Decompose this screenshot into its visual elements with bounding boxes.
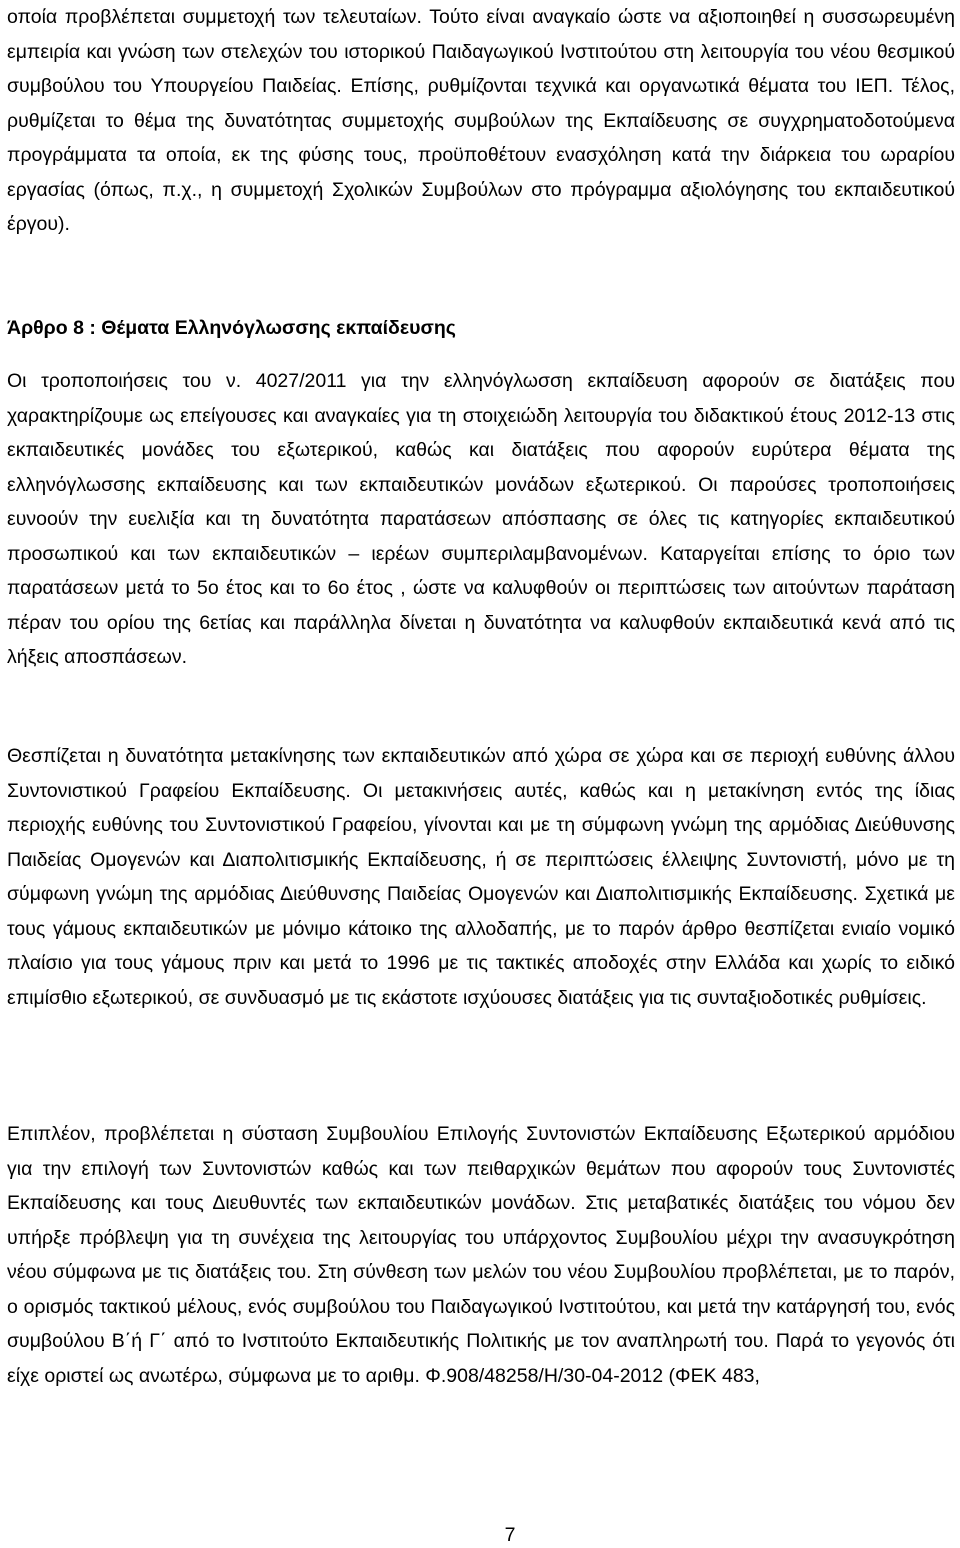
paragraph-greek-education-amendments: Οι τροποποιήσεις του ν. 4027/2011 για την ελληνόγλωσση εκπαίδευση αφορούν σε διατάξεις που χαρακτηρίζουμε ως επείγουσες και αναγκαίες για τη στοιχειώδη λειτουργία του διδακτικού έτους 2012-13 στις εκπαιδευτικές μονάδες του εξωτερικού, καθώς και διατάξεις που αφορούν ευρύτερα θέματα της ελληνόγλωσσης εκπαίδευσης και των εκπαιδευτικών μονάδων εξωτερικού. Οι παρούσες τροποποιήσεις ευνοούν την ευελιξία και τη δυνατότητα παρατάσεων απόσπασης σε όλες τις κατηγορίες εκπαιδευτικού προσωπικού και των εκπαιδευτικών – ιερέων συμπεριλαμβανομένων. Καταργείται επίσης το όριο των παρατάσεων μετά το 5ο έτος και το 6ο έτος , ώστε να καλυφθούν οι περιπτώσεις των αιτούντων παράταση πέραν του ορίου της 6ετίας και παράλληλα δίνεται η δυνατότητα να καλυφθούν εκπαιδευτικά κενά από τις λήξεις αποσπάσεων. xyxy=(7,370,955,668)
article-8-heading: Άρθρο 8 : Θέματα Ελληνόγλωσσης εκπαίδευσης xyxy=(7,317,456,339)
page-number: 7 xyxy=(504,1524,516,1546)
paragraph-coordinator-council: Επιπλέον, προβλέπεται η σύσταση Συμβουλίου Επιλογής Συντονιστών Εκπαίδευσης Εξωτερικού αρμόδιου για την επιλογή των Συντονιστών καθώς και των πειθαρχικών θεμάτων που αφορούν τους Συντονιστές Εκπαίδευσης και τους Διευθυντές των εκπαιδευτικών μονάδων. Στις μεταβατικές διατάξεις του νόμου δεν υπήρξε πρόβλεψη για τη συνέχεια της λειτουργίας του υπάρχοντος Συμβουλίου μέχρι την ανασυγκρότηση νέου σύμφωνα με τις διατάξεις του. Στη σύνθεση των μελών του νέου Συμβουλίου προβλέπεται, με το παρόν, ο ορισμός τακτικού μέλους, ενός συμβούλου του Παιδαγωγικού Ινστιτούτου, και μετά την κατάργησή του, ενός συμβούλου Β΄ή Γ΄ από το Ινστιτούτο Εκπαιδευτικής Πολιτικής με τον αναπληρωτή του. Παρά το γεγονός ότι είχε οριστεί ως ανωτέρω, σύμφωνα με το αριθμ. Φ.908/48258/Η/30-04-2012 (ΦΕΚ 483, xyxy=(7,1123,955,1387)
paragraph-teacher-transfers: Θεσπίζεται η δυνατότητα μετακίνησης των εκπαιδευτικών από χώρα σε χώρα και σε περιοχή ευθύνης άλλου Συντονιστικού Γραφείου Εκπαίδευσης. Οι μετακινήσεις αυτές, καθώς και η μετακίνηση εντός της ίδιας περιοχής ευθύνης του Συντονιστικού Γραφείου, γίνονται και με τη σύμφωνη γνώμη της αρμόδιας Διεύθυνσης Παιδείας Ομογενών και Διαπολιτισμικής Εκπαίδευσης, ή σε περιπτώσεις έλλειψης Συντονιστή, μόνο με τη σύμφωνη γνώμη της αρμόδιας Διεύθυνσης Παιδείας Ομογενών και Διαπολιτισμικής Εκπαίδευσης. Σχετικά με τους γάμους εκπαιδευτικών με μόνιμο κάτοικο της αλλοδαπής, με το παρόν άρθρο θεσπίζεται ενιαίο νομικό πλαίσιο για τους γάμους πριν και μετά το 1996 με τις τακτικές αποδοχές στην Ελλάδα και χωρίς το ειδικό επιμίσθιο εξωτερικού, σε συνδυασμό με τις εκάστοτε ισχύουσες διατάξεις για τις συνταξιοδοτικές ρυθμίσεις. xyxy=(7,745,955,1009)
paragraph-ministry-advisors: οποία προβλέπεται συμμετοχή των τελευταίων. Τούτο είναι αναγκαίο ώστε να αξιοποιηθεί η συσσωρευμένη εμπειρία και γνώση των στελεχών του ιστορικού Παιδαγωγικού Ινστιτούτου στη λειτουργία του νέου θεσμικού συμβούλου του Υπουργείου Παιδείας. Επίσης, ρυθμίζονται τεχνικά και οργανωτικά θέματα του ΙΕΠ. Τέλος, ρυθμίζεται το θέμα της δυνατότητας συμμετοχής συμβούλων της Εκπαίδευσης σε συγχρηματοδοτούμενα προγράμματα τα οποία, εκ της φύσης τους, προϋποθέτουν ενασχόληση κατά την διάρκεια του ωραρίου εργασίας (όπως, π.χ., η συμμετοχή Σχολικών Συμβούλων στο πρόγραμμα αξιολόγησης του εκπαιδευτικού έργου). xyxy=(7,6,955,235)
